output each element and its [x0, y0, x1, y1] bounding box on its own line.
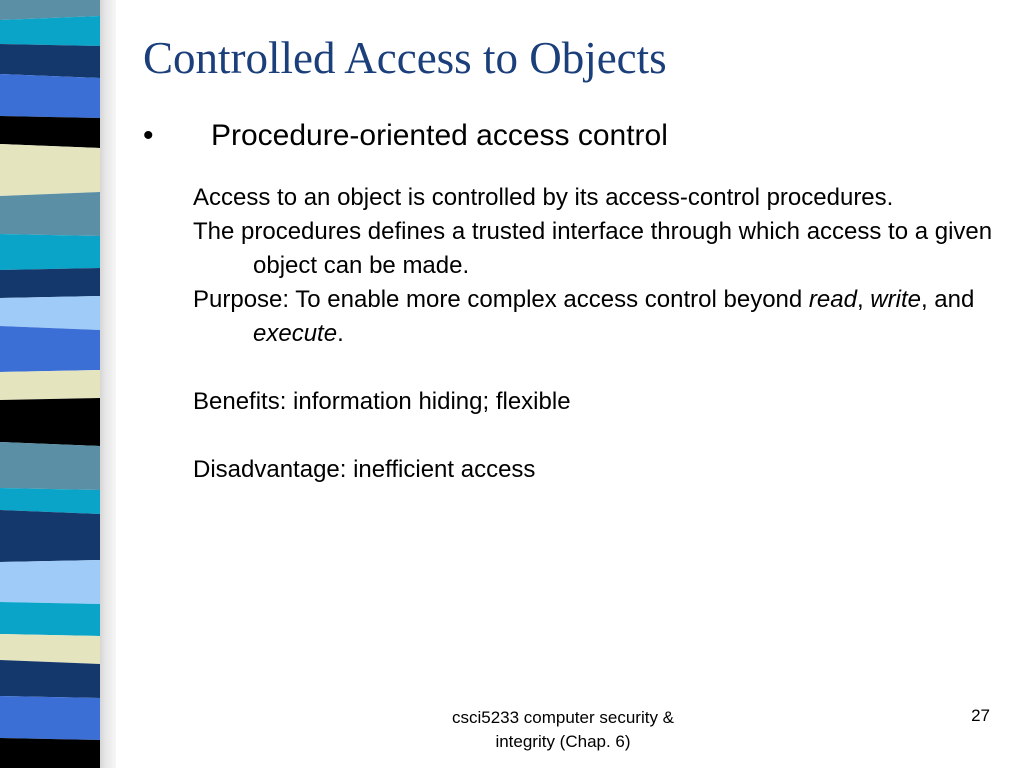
- decorative-strip-shadow: [98, 0, 116, 768]
- purpose-end: .: [337, 320, 344, 347]
- footer-course: [413, 706, 713, 754]
- purpose-read: read: [808, 286, 857, 313]
- decorative-color-strip: [0, 0, 100, 768]
- paragraph-benefits: Benefits: information hiding; flexible: [193, 388, 571, 415]
- slide-body: [193, 181, 1003, 487]
- footer-course-line2: integrity (Chap. 6): [495, 732, 631, 751]
- spacer: [193, 419, 1003, 453]
- purpose-comma: ,: [856, 286, 871, 313]
- footer-course-line1: csci5233 computer security &: [451, 708, 675, 727]
- paragraph-purpose: [193, 283, 1003, 351]
- purpose-and: , and: [920, 286, 975, 313]
- slide-title: Controlled Access to Objects: [143, 33, 667, 83]
- purpose-execute: execute: [253, 320, 338, 347]
- bullet-text: Procedure-oriented access control: [211, 119, 668, 152]
- paragraph-trusted-interface: The procedures defines a trusted interface through which access to a given object can be made.: [193, 218, 993, 279]
- purpose-write: write: [870, 286, 921, 313]
- paragraph-disadvantage: Disadvantage: inefficient access: [193, 456, 536, 483]
- purpose-text: Purpose: To enable more complex access control beyond: [193, 286, 809, 313]
- paragraph-access-procedures: Access to an object is controlled by its access-control procedures.: [193, 184, 894, 211]
- page-number: 27: [971, 706, 990, 725]
- bullet-item: [143, 119, 668, 153]
- spacer: [193, 351, 1003, 385]
- bullet-marker: •: [143, 119, 154, 152]
